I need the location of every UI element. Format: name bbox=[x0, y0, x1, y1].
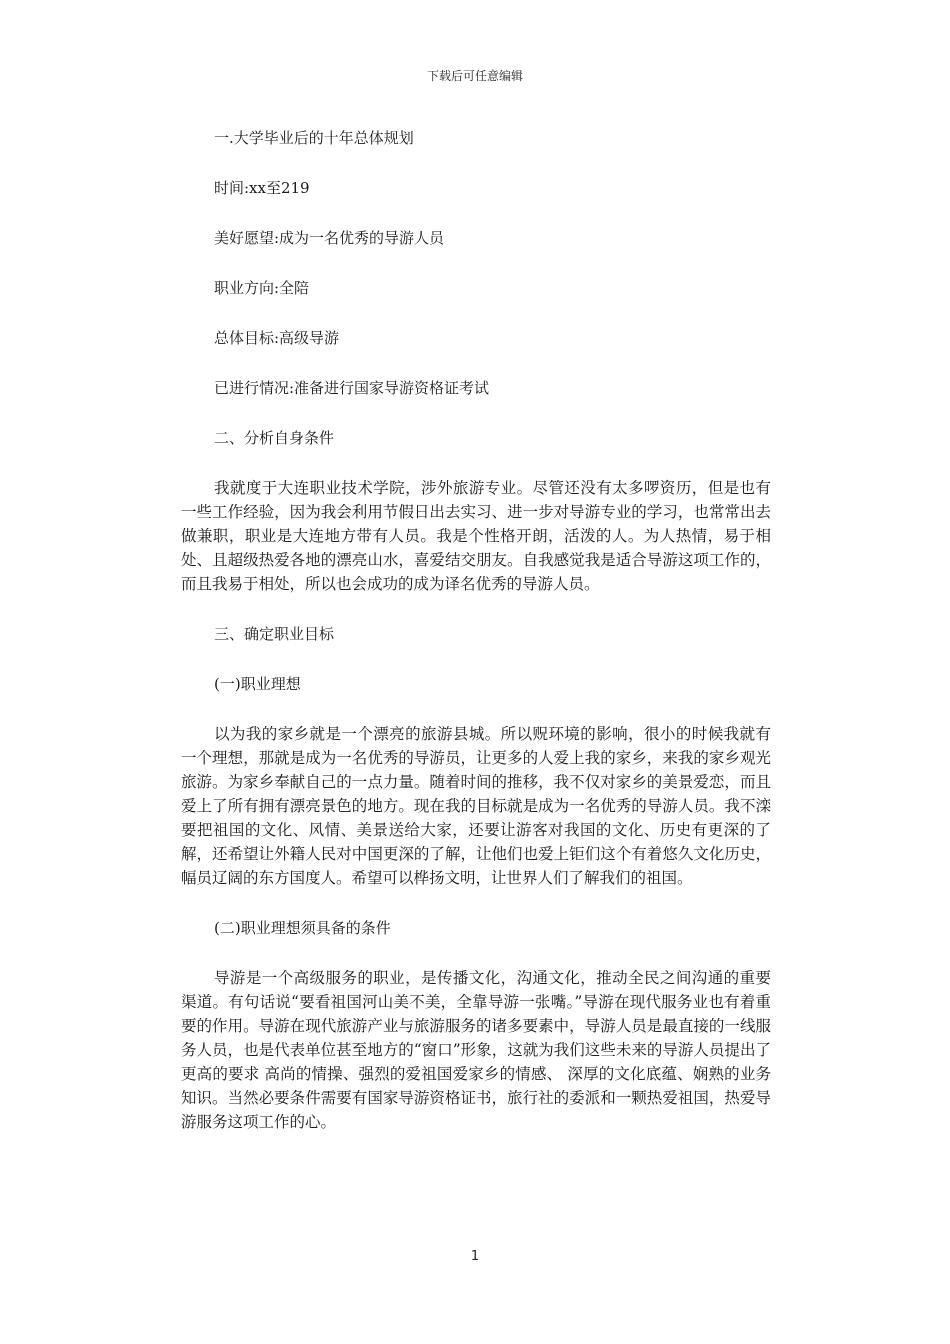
paragraph-career-ideal: 以为我的家乡就是一个漂亮的旅游县城。所以贶环境的影响，很小的时候我就有一个理想，那就是成为一名优秀的导游员，让更多的人爱上我的家乡，来我的家乡观光旅游。为家乡奉献自己的一点力量。随着时间的推移，我不仅对家乡的美景爱恋，而且爱上了所有拥有漂亮景色的地方。现在我的目标就是成为一名优秀的导游人员。我不滦要把祖国的文化、风情、美景送给大家，还要让游客对我国的文化、历史有更深的了解，还希望让外籍人民对中国更深的了解，让他们也爱上钜们这个有着悠久文化历史，幅员辽阔的东方国度人。希望可以桦扬文明，让世界人们了解我们的祖国。 bbox=[181, 725, 771, 887]
page-header: 下载后可任意编辑 bbox=[426, 69, 523, 83]
subheading-career-ideal: (一)职业理想 bbox=[214, 675, 301, 693]
paragraph-required-conditions: 导游是一个高级服务的职业，是传播文化，沟通文化，推动全民之间沟通的重要渠道。有句话说“要看祖国河山美不美，全靠导游一张嘴。”导游在现代服务业也有着重要的作用。导游在现代旅游产业与旅游服务的诸多要素中，导游人员是最直接的一线服务人员，也是代表单位甚至地方的“窗口”形象，这就为我们这些未来的导游人员提出了更高的要求 高尚的情操、强烈的爱祖国爱家乡的情感、 深厚的文化底蕴、娴熟的业务知识。当然必要条件需要有国家导游资格证书，旅行社的委派和一颗热爱祖国，热爱导游服务这项工作的心。 bbox=[181, 969, 771, 1131]
page-number: 1 bbox=[470, 1249, 480, 1264]
subheading-required-conditions: (二)职业理想须具备的条件 bbox=[214, 919, 391, 937]
plan-direction: 职业方向:全陪 bbox=[214, 279, 310, 297]
plan-goal: 总体目标:高级导游 bbox=[214, 329, 340, 347]
plan-time: 时间:xx至219 bbox=[214, 179, 310, 197]
document-body bbox=[181, 126, 771, 1160]
section-heading-self-analysis: 二、分析自身条件 bbox=[214, 429, 335, 447]
plan-progress: 已进行情况:准备进行国家导游资格证考试 bbox=[214, 379, 490, 397]
paragraph-self-analysis: 我就度于大连职业技术学院，涉外旅游专业。尽管还没有太多啰资历，但是也有一些工作经验，因为我会利用节假日出去实习、进一步对导游专业的学习，也常常出去做兼职，职业是大连地方带有人员。我是个性格开朗，活泼的人。为人热情，易于相处、且超级热爱各地的漂亮山水，喜爱结交朋友。自我感觉我是适合导游这项工作的，而且我易于相处，所以也会成功的成为译名优秀的导游人员。 bbox=[181, 479, 771, 593]
section-heading-career-goal: 三、确定职业目标 bbox=[214, 625, 335, 643]
section-heading-overall-plan: 一.大学毕业后的十年总体规划 bbox=[214, 129, 414, 147]
plan-wish: 美好愿望:成为一名优秀的导游人员 bbox=[214, 229, 445, 247]
